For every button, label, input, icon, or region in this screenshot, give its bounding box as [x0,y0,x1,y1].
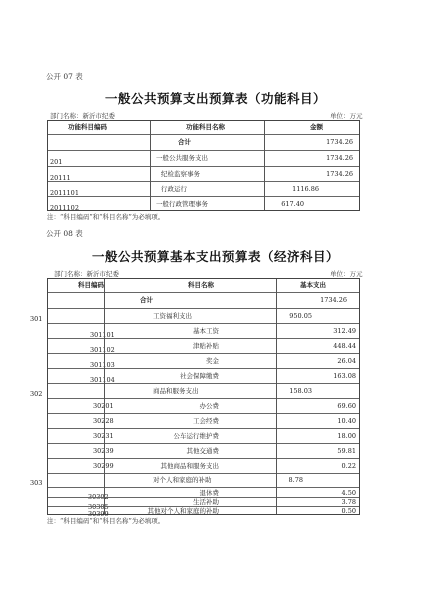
table2-row-code: 30302 [88,493,109,501]
table2-row-code: 301 [30,315,43,323]
table1-row-name: 行政运行 [161,185,187,193]
table2 [30,278,360,518]
table2-row-amount: 18.00 [337,432,356,440]
table2-row-name: 工会经费 [193,417,219,425]
table2-row-name: 基本工资 [193,327,219,335]
table2-row-amount: 950.05 [289,312,312,320]
table2-row-code: 301102 [90,346,115,354]
table-row [48,338,359,353]
table1-header-name: 功能科目名称 [186,123,225,131]
table2-note: 注：“科目编码”和“科目名称”为必填项。 [47,517,165,525]
table2-header-name: 科目名称 [188,281,214,289]
table-row [48,150,359,166]
table2-row-name: 奖金 [206,357,219,365]
table2-row-amount: 158.03 [289,387,312,395]
table2-row-amount: 69.60 [337,402,356,410]
table2-row-name: 工资福利支出 [153,312,192,320]
table1-total-value: 1734.26 [326,138,353,146]
table-row [30,383,359,398]
table2-row-amount: 8.78 [288,476,303,484]
table2-row-amount: 59.81 [337,447,356,455]
table-row [48,181,359,196]
table2-row-amount: 0.22 [341,462,356,470]
table2-row-code: 30239 [93,447,114,455]
table2-total-value: 1734.26 [320,296,347,304]
table1-row-amount: 1734.26 [326,154,353,162]
table2-total-label: 合计 [140,296,153,304]
table2-row-name: 其他商品和服务支出 [160,462,219,470]
table1-row-code: 20111 [50,174,71,182]
table1-header-code: 功能科目编码 [68,123,107,131]
table2-row-code: 30228 [93,417,114,425]
table1-column-divider [264,121,265,210]
table2-header-amount: 基本支出 [300,281,326,289]
table1-column-divider [150,121,151,210]
table2-row-amount: 4.50 [341,489,356,497]
table2-row-amount: 312.49 [333,327,356,335]
table-row [48,166,359,181]
table2-row-code: 30299 [93,462,114,470]
table-row [48,428,359,443]
table2-row-amount: 10.40 [337,417,356,425]
table-row [48,487,359,501]
table2-row-code: 303 [30,479,43,487]
table2-row-code: 302 [30,390,43,398]
table1-row-amount: 1734.26 [326,170,353,178]
table2-row-name: 其他交通费 [186,447,219,455]
table2-row-code: 30399 [88,510,109,518]
table2-row-code: 30201 [93,402,114,410]
table2-header-code: 科目编码 [78,281,104,289]
table2-row-name: 社会保障缴费 [180,372,219,380]
table1-row-amount: 1116.86 [292,185,319,193]
table2-unit: 单位：万元 [330,270,363,278]
table2-row-name: 退休费 [199,489,219,497]
table1-note: 注：“科目编码”和“科目名称”为必填项。 [47,213,165,221]
table2-row-amount: 26.04 [337,357,356,365]
table2-title: 一般公共预算基本支出预算表（经济科目） [92,249,340,264]
table-row [30,473,359,487]
table2-row-code: 301103 [90,361,115,369]
table2-row-amount: 0.50 [341,507,356,515]
table2-row-code: 301104 [90,376,115,384]
table2-row-name: 津贴补贴 [193,342,219,350]
table2-row-amount: 163.08 [333,372,356,380]
table1-row-code: 201 [50,158,63,166]
table-row [48,323,359,338]
table1-row-amount: 617.40 [281,200,304,208]
table1-title: 一般公共预算支出预算表（功能科目） [105,91,327,106]
table2-row-code: 301101 [90,331,115,339]
table2-row-name: 公车运行维护费 [173,432,219,440]
table1-row-code: 2011101 [50,189,79,197]
table2-row-code: 30305 [88,503,109,511]
table-row [48,503,359,518]
table1-total-row [48,134,359,150]
table-row [48,353,359,368]
table2-row-amount: 3.78 [341,498,356,506]
table-row [48,196,359,211]
table1-row-name: 一般行政管理事务 [156,200,208,208]
table1-dept-name: 部门名称：新沂市纪委 [50,112,115,120]
table2-column-divider [104,279,105,514]
table-row [30,308,359,323]
table2-row-name: 办公费 [199,402,219,410]
table1-row-name: 一般公共服务支出 [156,154,208,162]
table1-total-label: 合计 [178,138,191,146]
table1 [47,120,360,211]
table2-column-divider [276,279,277,514]
table-row [48,443,359,458]
table1-row-code: 2011102 [50,204,79,212]
table2-row-name: 生活补助 [193,498,219,506]
table2-total-row [48,292,359,308]
table2-row-name: 商品和服务支出 [153,387,199,395]
table2-row-amount: 448.44 [333,342,356,350]
table2-row-code: 30231 [93,432,114,440]
table2-row-name: 对个人和家庭的补助 [153,476,212,484]
table-row [48,413,359,428]
table-row [48,458,359,473]
table1-code-label: 公开 07 表 [46,72,83,81]
table1-header-amount: 金额 [310,123,323,131]
table-row [48,368,359,383]
table2-code-label: 公开 08 表 [46,229,83,238]
table1-row-name: 纪检监察事务 [161,170,200,178]
table2-dept-name: 部门名称：新沂市纪委 [54,270,119,278]
table2-row-name: 其他对个人和家庭的补助 [147,507,219,515]
table-row [48,398,359,413]
table1-unit: 单位：万元 [330,112,363,120]
